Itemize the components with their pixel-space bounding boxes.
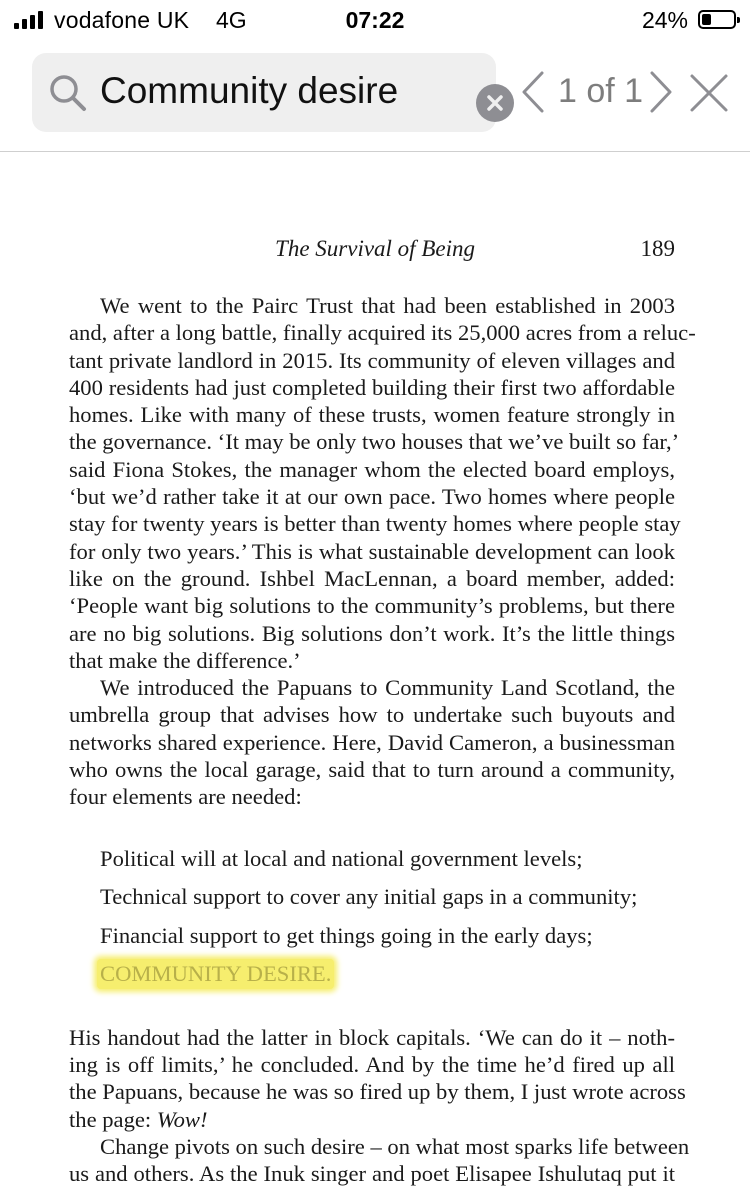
- battery-percent: 24%: [641, 7, 688, 33]
- carrier-name: vodafone UK: [54, 7, 190, 33]
- text-line: stay for twenty years is better than twenty homes where people stay: [69, 511, 681, 537]
- next-match-icon[interactable]: [644, 69, 678, 115]
- status-time: 07:22: [345, 7, 405, 33]
- list-item: Technical support to cover any initial gaps in a community;: [100, 884, 638, 910]
- list-item: Financial support to get things going in the early days;: [100, 922, 593, 948]
- text-line: said Fiona Stokes, the manager whom the elected board employs,: [69, 456, 675, 482]
- network-type: 4G: [216, 7, 247, 33]
- text-line: who owns the local garage, said that to turn around a community,: [69, 757, 675, 783]
- list-item: [100, 955, 675, 994]
- text-line: His handout had the latter in block capitals. ‘We can do it – noth-: [69, 1024, 675, 1050]
- text-line: for only two years.’ This is what sustainable development can look: [69, 538, 675, 564]
- page-number: 189: [640, 236, 675, 261]
- text-line: the Papuans, because he was so fired up by them, I just wrote across: [69, 1079, 686, 1105]
- page-body: [69, 292, 696, 1187]
- text-line: 400 residents had just completed building their first two affordable: [69, 374, 675, 400]
- elements-list: [100, 840, 675, 994]
- previous-match-icon[interactable]: [516, 69, 550, 115]
- text-line: ‘People want big solutions to the community’s problems, but there: [69, 593, 675, 619]
- book-page[interactable]: [0, 152, 750, 1187]
- text-line: and, after a long battle, finally acquired its 25,000 acres from a reluc-: [69, 320, 696, 346]
- clear-search-icon[interactable]: [476, 84, 514, 122]
- running-head: The Survival of Being: [275, 236, 475, 261]
- text-line: Change pivots on such desire – on what most sparks life between: [100, 1133, 690, 1159]
- text-line: four elements are needed:: [69, 784, 302, 810]
- text-run: the page:: [69, 1106, 157, 1132]
- paragraph: [69, 674, 675, 810]
- text-line: umbrella group that advises how to undertake such buyouts and: [69, 702, 675, 728]
- list-item: Political will at local and national government levels;: [100, 845, 583, 871]
- text-line: ‘but we’d rather take it at our own pace. Two homes where people: [69, 484, 675, 510]
- text-line: We introduced the Papuans to Community Land Scotland, the: [100, 675, 675, 701]
- text-line: like on the ground. Ishbel MacLennan, a board member, added:: [69, 565, 675, 591]
- close-search-icon[interactable]: [688, 72, 730, 114]
- search-input[interactable]: Community desire: [100, 70, 399, 111]
- battery-icon: [698, 10, 736, 29]
- search-highlight[interactable]: COMMUNITY DESIRE.: [97, 959, 334, 989]
- text-line: networks shared experience. Here, David Cameron, a businessman: [69, 729, 675, 755]
- paragraph: [69, 1133, 690, 1187]
- text-line: us and others. As the Inuk singer and poet Elisapee Ishulutaq put it: [69, 1161, 675, 1187]
- status-bar: [0, 0, 750, 42]
- search-field[interactable]: [32, 53, 496, 132]
- text-line: that make the difference.’: [69, 647, 301, 673]
- text-line: homes. Like with many of these trusts, women feature strongly in: [69, 402, 675, 428]
- text-line: are no big solutions. Big solutions don’t work. It’s the little things: [69, 620, 675, 646]
- text-line: ing is off limits,’ he concluded. And by the time he’d fired up all: [69, 1051, 675, 1077]
- text-line: We went to the Pairc Trust that had been established in 2003: [100, 293, 675, 318]
- text-line: the governance. ‘It may be only two houses that we’ve built so far,’: [69, 429, 680, 455]
- emphasis-text: Wow!: [156, 1106, 208, 1132]
- paragraph: [69, 1024, 686, 1133]
- find-in-book-bar: [0, 42, 750, 152]
- match-count: 1 of 1: [558, 72, 644, 110]
- search-icon: [48, 73, 88, 113]
- text-line: tant private landlord in 2015. Its community of eleven villages and: [69, 347, 675, 373]
- paragraph: [69, 292, 696, 674]
- text-line: [69, 1106, 675, 1133]
